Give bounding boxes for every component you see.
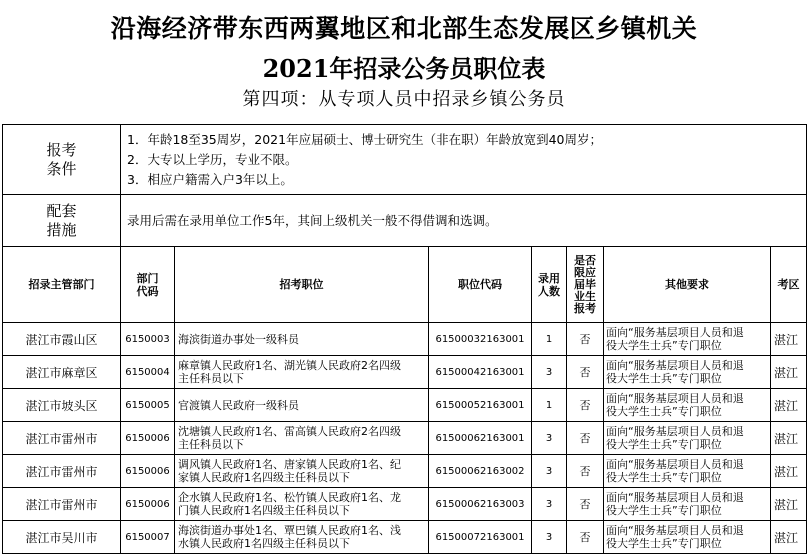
- table-row: [3, 455, 807, 488]
- other-requirement-cell: [604, 521, 771, 554]
- position-line-1: 海滨街道办事处1名、覃巴镇人民政府1名、浅: [178, 524, 401, 537]
- note-line-2: 役大学生士兵”专门职位: [606, 471, 722, 484]
- table-row: [3, 422, 807, 455]
- header-area: 考区: [771, 247, 807, 323]
- position-cell: [175, 422, 429, 455]
- header-count: 录用 人数: [532, 247, 567, 323]
- dept-code-cell: 6150007: [121, 521, 175, 554]
- table-row: [3, 521, 807, 554]
- position-line-1: 麻章镇人民政府1名、湖光镇人民政府2名四级: [178, 359, 401, 372]
- position-line-2: 水镇人民政府1名四级主任科员以下: [178, 537, 350, 550]
- area-cell: 湛江: [771, 323, 807, 356]
- other-requirement-cell: [604, 455, 771, 488]
- subtitle: 第四项：从专项人员中招录乡镇公务员: [242, 89, 566, 110]
- note-line-1: 面向“服务基层项目人员和退: [606, 425, 744, 438]
- dept-cell: 湛江市霞山区: [3, 323, 121, 356]
- note-line-2: 役大学生士兵”专门职位: [606, 504, 722, 517]
- dept-code-cell: 6150005: [121, 389, 175, 422]
- header-position: 招考职位: [175, 247, 429, 323]
- count-cell: 1: [532, 323, 567, 356]
- position-line-1: 调风镇人民政府1名、唐家镇人民政府1名、纪: [178, 458, 401, 471]
- conditions-label: 报考 条件: [3, 125, 121, 195]
- position-cell: [175, 356, 429, 389]
- position-code-cell: 61500062163002: [429, 455, 532, 488]
- position-code-cell: 61500042163001: [429, 356, 532, 389]
- position-cell: [175, 455, 429, 488]
- position-cell: [175, 323, 429, 356]
- measures-label: 配套 措施: [3, 195, 121, 247]
- note-line-1: 面向“服务基层项目人员和退: [606, 392, 744, 405]
- note-line-2: 役大学生士兵”专门职位: [606, 405, 722, 418]
- position-table: [2, 124, 807, 554]
- note-line-1: 面向“服务基层项目人员和退: [606, 491, 744, 504]
- note-line-1: 面向“服务基层项目人员和退: [606, 458, 744, 471]
- dept-cell: 湛江市雷州市: [3, 455, 121, 488]
- position-cell: [175, 521, 429, 554]
- table-row: [3, 488, 807, 521]
- note-line-2: 役大学生士兵”专门职位: [606, 438, 722, 451]
- dept-cell: 湛江市雷州市: [3, 422, 121, 455]
- dept-cell: 湛江市麻章区: [3, 356, 121, 389]
- note-line-1: 面向“服务基层项目人员和退: [606, 326, 744, 339]
- area-cell: 湛江: [771, 356, 807, 389]
- table-body: [3, 323, 807, 554]
- position-cell: [175, 488, 429, 521]
- title-line-1: 沿海经济带东西两翼地区和北部生态发展区乡镇机关: [110, 14, 698, 43]
- other-requirement-cell: [604, 323, 771, 356]
- other-requirement-cell: [604, 422, 771, 455]
- header-other: 其他要求: [604, 247, 771, 323]
- count-cell: 3: [532, 488, 567, 521]
- fresh-graduate-cell: 否: [567, 323, 604, 356]
- position-line-1: 官渡镇人民政府一级科员: [178, 398, 299, 412]
- dept-cell: 湛江市坡头区: [3, 389, 121, 422]
- table-row: [3, 323, 807, 356]
- condition-item: 3．相应户籍需入户3年以上。: [127, 171, 293, 187]
- conditions-text: [121, 125, 807, 195]
- position-line-2: 主任科员以下: [178, 438, 244, 451]
- position-code-cell: 61500052163001: [429, 389, 532, 422]
- position-code-cell: 61500072163001: [429, 521, 532, 554]
- area-cell: 湛江: [771, 455, 807, 488]
- dept-cell: 湛江市吴川市: [3, 521, 121, 554]
- count-cell: 3: [532, 521, 567, 554]
- header-dept: 招录主管部门: [3, 247, 121, 323]
- header-position-code: 职位代码: [429, 247, 532, 323]
- dept-code-cell: 6150006: [121, 455, 175, 488]
- dept-code-cell: 6150006: [121, 488, 175, 521]
- note-line-2: 役大学生士兵”专门职位: [606, 372, 722, 385]
- note-line-2: 役大学生士兵”专门职位: [606, 537, 722, 550]
- position-line-1: 沈塘镇人民政府1名、雷高镇人民政府2名四级: [178, 425, 401, 438]
- measures-row: [3, 195, 807, 247]
- position-line-2: 家镇人民政府1名四级主任科员以下: [178, 471, 350, 484]
- header-fresh-graduate: 是否 限应 届毕 业生 报考: [567, 247, 604, 323]
- position-code-cell: 61500032163001: [429, 323, 532, 356]
- position-code-cell: 61500062163003: [429, 488, 532, 521]
- fresh-graduate-cell: 否: [567, 356, 604, 389]
- fresh-graduate-cell: 否: [567, 521, 604, 554]
- position-line-2: 门镇人民政府1名四级主任科员以下: [178, 504, 350, 517]
- fresh-graduate-cell: 否: [567, 455, 604, 488]
- fresh-graduate-cell: 否: [567, 389, 604, 422]
- fresh-graduate-cell: 否: [567, 422, 604, 455]
- title-line-2: 2021年招录公务员职位表: [262, 54, 546, 83]
- dept-code-cell: 6150003: [121, 323, 175, 356]
- table-row: [3, 389, 807, 422]
- measures-text: 录用后需在录用单位工作5年，其间上级机关一般不得借调和选调。: [121, 195, 807, 247]
- other-requirement-cell: [604, 356, 771, 389]
- area-cell: 湛江: [771, 488, 807, 521]
- table-row: [3, 356, 807, 389]
- dept-code-cell: 6150004: [121, 356, 175, 389]
- position-line-1: 企水镇人民政府1名、松竹镇人民政府1名、龙: [178, 491, 401, 504]
- fresh-graduate-cell: 否: [567, 488, 604, 521]
- condition-item: 1．年龄18至35周岁，2021年应届硕士、博士研究生（非在职）年龄放宽到40周岁；: [127, 131, 602, 147]
- dept-cell: 湛江市雷州市: [3, 488, 121, 521]
- dept-code-cell: 6150006: [121, 422, 175, 455]
- position-code-cell: 61500062163001: [429, 422, 532, 455]
- note-line-1: 面向“服务基层项目人员和退: [606, 359, 744, 372]
- area-cell: 湛江: [771, 389, 807, 422]
- count-cell: 3: [532, 422, 567, 455]
- other-requirement-cell: [604, 488, 771, 521]
- position-line-1: 海滨街道办事处一级科员: [178, 332, 299, 346]
- area-cell: 湛江: [771, 521, 807, 554]
- note-line-1: 面向“服务基层项目人员和退: [606, 524, 744, 537]
- note-line-2: 役大学生士兵”专门职位: [606, 339, 722, 352]
- condition-item: 2．大专以上学历，专业不限。: [127, 151, 298, 167]
- header-dept-code: 部门 代码: [121, 247, 175, 323]
- position-line-2: 主任科员以下: [178, 372, 244, 385]
- other-requirement-cell: [604, 389, 771, 422]
- area-cell: 湛江: [771, 422, 807, 455]
- count-cell: 3: [532, 356, 567, 389]
- count-cell: 1: [532, 389, 567, 422]
- table-header-row: [3, 247, 807, 323]
- conditions-row: [3, 125, 807, 195]
- position-cell: [175, 389, 429, 422]
- count-cell: 3: [532, 455, 567, 488]
